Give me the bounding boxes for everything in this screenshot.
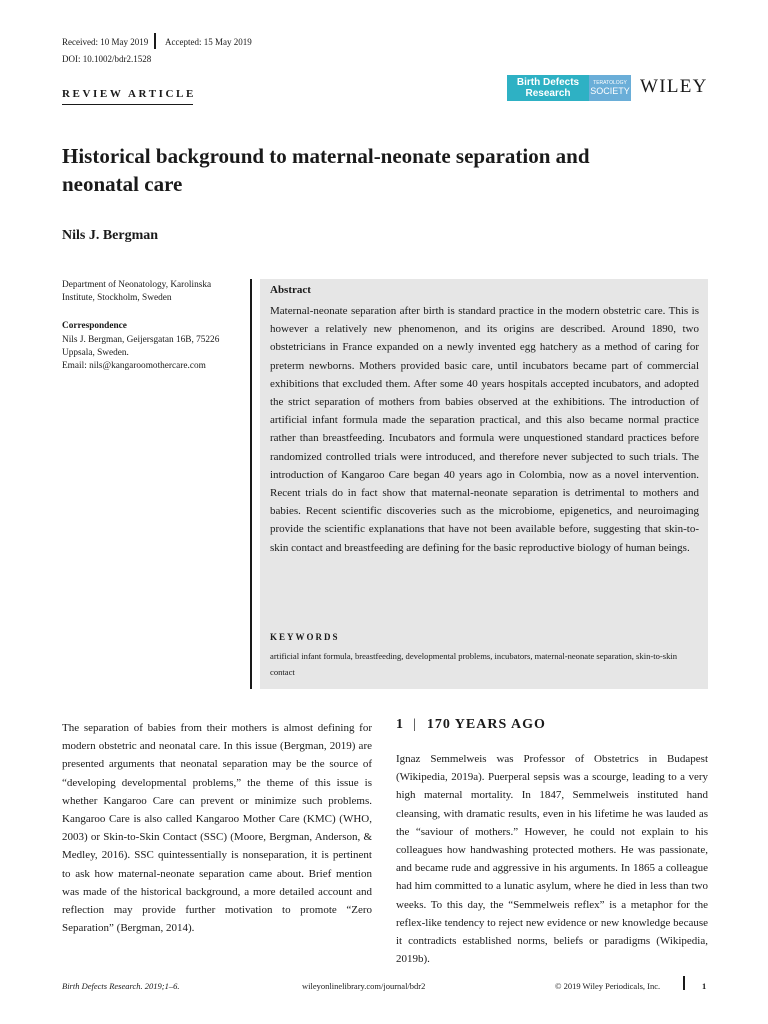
correspondence-heading: Correspondence bbox=[62, 321, 127, 331]
journal-logo bbox=[507, 75, 631, 101]
body-right-column: Ignaz Semmelweis was Professor of Obstetrics in Budapest (Wikipedia, 2019a). Puerperal sepsis was a scourge, leading to a very high maternal mortality. In 1847, Semmelweis instituted hand cleansing, with dramatic results, even in his lifetime he was lauded as the “saviour of mothers.” However, he could not explain to his colleagues how handwashing protected mothers. He was passionate, and became rude and aggressive in his arguments. In 1865 a colleague had him committed to a lunatic asylum, where he died in less than two weeks. To this day, the “Semmelweis reflex” is a metaphor for the reflex-like tendency to reject new evidence or new knowledge because it contradicts established norms, beliefs or paradigms (Wikipedia, 2019b). bbox=[396, 753, 708, 966]
abstract-heading: Abstract bbox=[270, 284, 311, 296]
accepted-date: Accepted: 15 May 2019 bbox=[165, 37, 252, 47]
footer-divider bbox=[683, 976, 685, 990]
society-logo bbox=[589, 75, 631, 101]
section-heading bbox=[396, 717, 546, 733]
correspondence-text: Nils J. Bergman, Geijersgatan 16B, 75226 Uppsala, Sweden. Email: nils@kangaroomothercare.com bbox=[62, 335, 220, 371]
section-separator: | bbox=[413, 717, 417, 732]
section-number: 1 bbox=[396, 717, 404, 732]
keywords-heading: KEYWORDS bbox=[270, 632, 340, 642]
received-date: Received: 10 May 2019 bbox=[62, 37, 149, 47]
journal-logo-badge bbox=[507, 75, 589, 101]
abstract-text: Maternal-neonate separation after birth is standard practice in the modern obstetric care. This is however a relatively new phenomenon, and its origins are described. Around 1890, two obstetricians in France expanded on a newly invented egg hatchery as a method of caring for preterm newborns. Mothers provided basic care, until incubators became part of commercial exhibitions that excluded them. After some 40 years hospitals accepted incubators, and adopted the strict separation of mothers from babies observed at the exhibitions. The introduction of artificial infant formula made the separation practical, and this also became normal practice rather than breastfeeding. Incubators and formula were unquestioned standard practices before randomized controlled trials were introduced, and therefore never subjected to such trials. The introduction of Kangaroo Care began 40 years ago in Colombia, now as a novel intervention. Recent trials do in fact show that maternal-neonate separation is detrimental to mothers and babies. Recent scientific discoveries such as the microbiome, epigenetics, and neuroimaging provide the scientific explanations that have not been available before, suggesting that skin-to-skin contact and breastfeeding are defining for the basic reproductive biology of human beings. bbox=[270, 305, 699, 554]
doi[interactable]: DOI: 10.1002/bdr2.1528 bbox=[62, 54, 152, 64]
publisher-logo: WILEY bbox=[640, 76, 708, 97]
footer-copyright: © 2019 Wiley Periodicals, Inc. bbox=[555, 981, 661, 991]
section-title: 170 YEARS AGO bbox=[426, 717, 546, 732]
body-left-column: The separation of babies from their mothers is almost defining for modern obstetric and neonatal care. In this issue (Bergman, 2019) are presented arguments that neonatal separation may be the source of “developing developmental problems,” the theme of this issue is whether Kangaroo Care can prevent or minimize such problems. Kangaroo Care is also called Kangaroo Mother Care (KMC) (WHO, 2003) or Skin-to-Skin Contact (SSC) (Moore, Bergman, Anderson, & Medley, 2016). SSC quintessentially is nonseparation, it is pertinent to ask how maternal-neonate separation came about. Brief mention was made of the historical background, a more detailed account and reflection may provide further motivation to promote “Zero Separation” (Bergman, 2014). bbox=[62, 722, 372, 935]
article-title: Historical background to maternal-neonate separation and neonatal care bbox=[62, 144, 590, 196]
society-logo-line1: TERATOLOGY bbox=[593, 80, 627, 86]
journal-logo-line2: Research bbox=[525, 88, 571, 99]
footer-url[interactable]: wileyonlinelibrary.com/journal/bdr2 bbox=[302, 981, 426, 991]
footer-journal-citation: Birth Defects Research. 2019;1–6. bbox=[62, 981, 180, 991]
society-logo-line2: SOCIETY bbox=[590, 86, 630, 96]
page-number: 1 bbox=[702, 981, 707, 991]
header-divider bbox=[154, 33, 156, 49]
affiliation: Department of Neonatology, Karolinska Institute, Stockholm, Sweden bbox=[62, 280, 212, 303]
journal-logo-line1: Birth Defects bbox=[516, 77, 580, 88]
article-type: REVIEW ARTICLE bbox=[62, 88, 196, 100]
abstract-side-rule bbox=[250, 279, 252, 689]
article-type-rule bbox=[62, 104, 193, 105]
keywords-text: artificial infant formula, breastfeeding, developmental problems, incubators, maternal-neonate separation, skin-to-skin contact bbox=[270, 651, 678, 677]
author-name: Nils J. Bergman bbox=[62, 228, 159, 243]
